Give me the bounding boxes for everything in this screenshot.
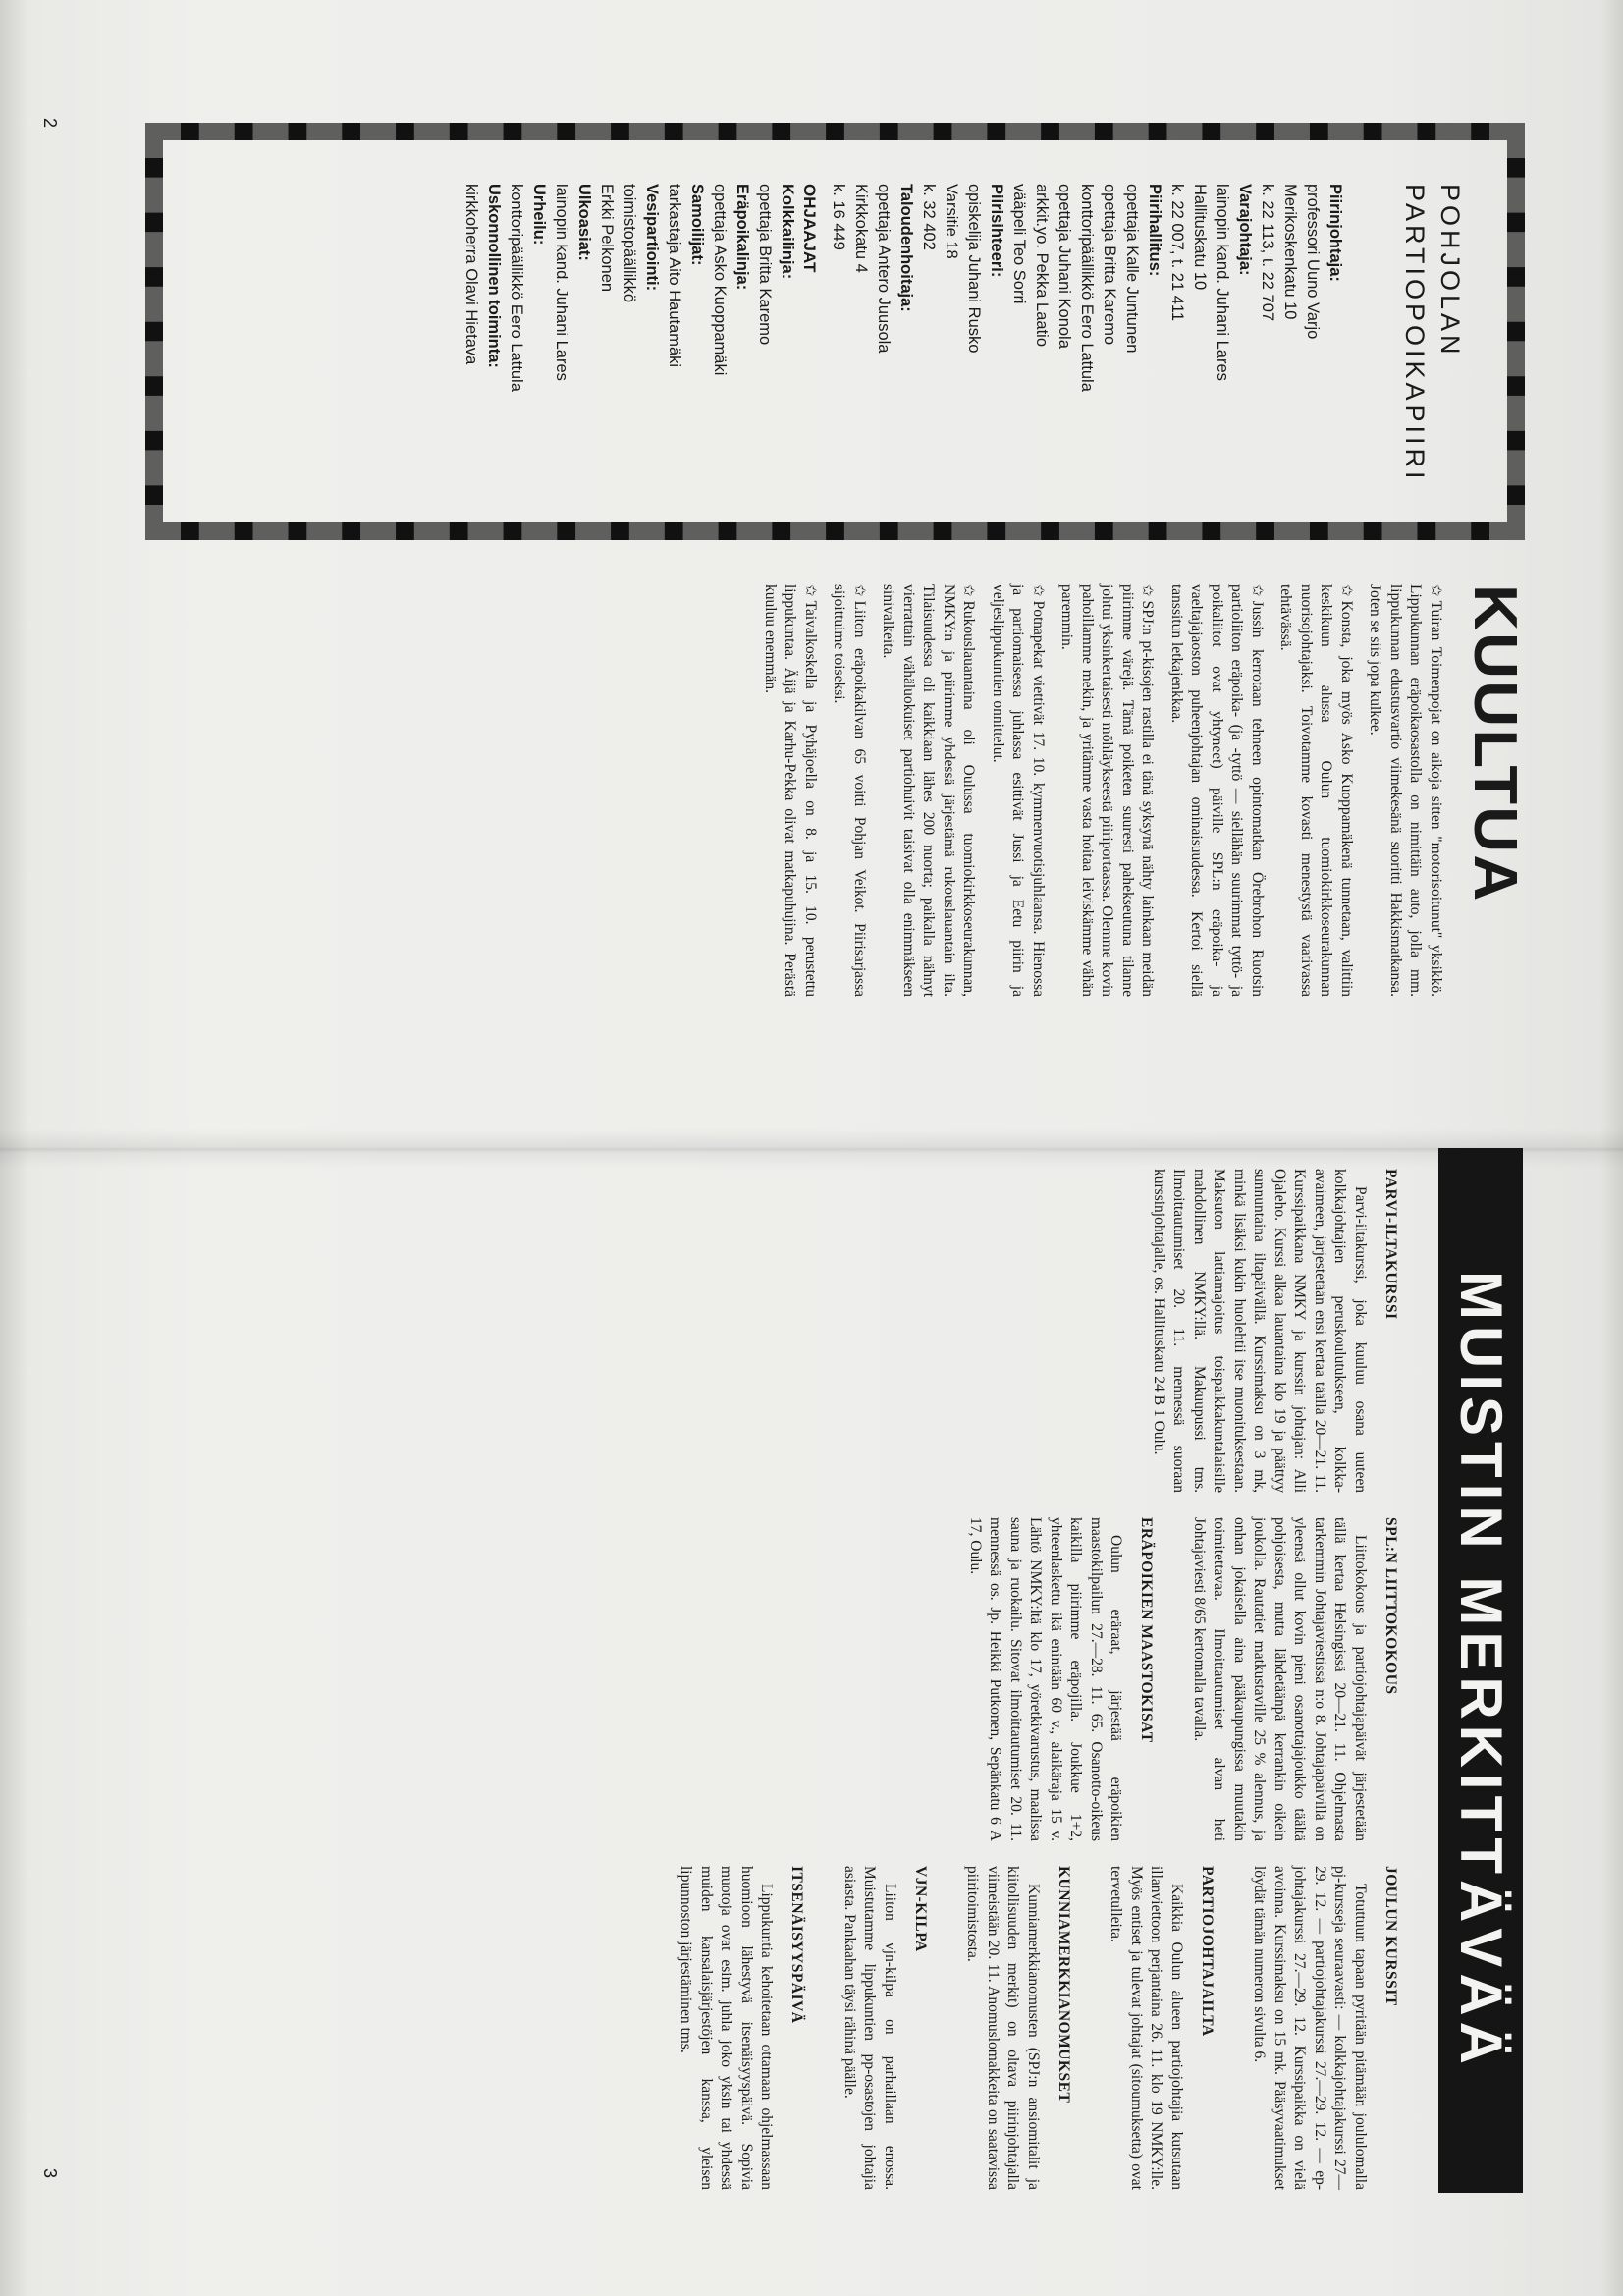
- section-text: Liittokokous ja partiojohtajapäivät järjestetään tällä kertaa Helsingissä 20—21. 11. Ohjelmasta tarkemmin Johtajaviestissä n:o 8. Johtajapäivillä on yleensä ollut kovin pieni osanottajajoukko täältä pohjoisesta, mutta lähdetäänpä kerrankin oikein joukolla. Rautatiet matkustaville 25 % alennus, ja onhan jokaisella aina pääkaupungissa muutakin toimitettavaa. Ilmoittautumiset alvan heti Johtajaviesti 8/65 kertomalla tavalla.: [1191, 1517, 1369, 1841]
- directory-line: konttoripäällikkö Eero Lattula: [1078, 184, 1096, 392]
- star-icon: ✩: [1030, 584, 1048, 597]
- section-text: Lippukuntia kehoitetaan ottamaan ohjelmassaan huomioon lähestyvä itsenäisyyspäivä. Sopivia muotoja ovat esim. juhla joko yksin tai yhdessä muiden kansalaisjärjestöjen kanssa, yleisen lipunnoston järjestäminen tms.: [677, 1866, 776, 2190]
- directory-entry: [827, 184, 917, 479]
- directory-line: konttoripäällikkö Eero Lattula: [508, 184, 525, 392]
- directory-title: [1397, 184, 1468, 483]
- directory-role: Kolkkailinja:: [779, 184, 796, 280]
- section-text: Parvi-iltakurssi, joka kuuluu osana uuteen kolkkajohtajien peruskoulutukseen, kolkka-avaimeen, järjestetään ensi kertaa täällä 20—21. 11. Kurssipaikkana NMKY ja kurssin johtajan: Alli Ojaleho. Kurssi alkaa lauantaina klo 19 ja päättyy sunnuntaina iltapäivällä. Kurssimaksu on 3 mk, minkä lisäksi kukin huolehtii itse muonituksestaan. Maksuton lattiamajoitus toispaikkakuntalaisille mahdollinen NMKY:llä. Makuupussi tms. Ilmoittautumiset 20. 11. mennessä suoraan kurssinjohtajalle, os. Hallituskatu 24 B 1 Oulu.: [1151, 1169, 1369, 1493]
- star-icon: ✩: [802, 584, 820, 597]
- star-icon: ✩: [851, 584, 869, 597]
- directory-line: opiskelija Juhani Rusko: [965, 184, 983, 354]
- star-icon: ✩: [1428, 584, 1445, 597]
- section-text: Oulun eräraat, järjestää eräpoikien maastokilpailun 27.—28. 11. 65. Osanotto-oikeus kaikilla piirimme eräpojilla. Joukkue 1+2, yhteenlaskettu ikä enintään 60 v., alaikäraja 15 v. Lähtö NMKY:ltä klo 17, yöretkivarustus, maalissa sauna ja ruokailu. Sitovat ilmoittautumiset 20. 11. mennessä os. Jp. Heikki Putkonen, Sepänkatu 6 A 17, Oulu.: [967, 1517, 1125, 1841]
- section-title: KUNNIAMERKKIANOMUKSET: [1055, 1866, 1072, 2104]
- kuultua-item: [1275, 584, 1357, 997]
- directory-line: Merikoskenkatu 10: [1281, 184, 1299, 320]
- directory-role: Vesipartiointi:: [643, 184, 661, 292]
- directory-entry: [505, 184, 550, 479]
- directory-section-heading: OHJAAJAT: [800, 184, 819, 273]
- directory-line: kirkkoherra Olavi Hietava: [462, 184, 480, 365]
- star-icon: ✩: [1249, 584, 1267, 597]
- directory-line: opettaja Britta Karemo: [756, 184, 774, 346]
- kuultua-item-text: Rukouslauantaina oli Oulussa tuomiokirkkoseurakunnan, NMKY:n ja piirimme yhdessä järjestämä rukouslauantain ilta. Tilaisuudessa oli kaikkiaan lähes 200 nuorta; paikalla nähnyt vierrattain vähäluokuiset partiohuivit taisivat olla enimmäkseen sinivalkeita.: [880, 584, 978, 997]
- directory-line: opettaja Kalle Juntunen: [1123, 184, 1141, 354]
- directory-role: Varajohtaja:: [1236, 184, 1254, 276]
- section-title: PARTIOJOHTAJAILTA: [1199, 1866, 1216, 2037]
- directory-line: opettaja Asko Kuoppamäki: [711, 184, 729, 376]
- kuultua-item: [1056, 584, 1159, 997]
- directory-role: Piirihallitus:: [1146, 184, 1163, 277]
- directory-line: Erkki Pelkonen: [598, 184, 616, 293]
- kuultua-item-text: Konsta, joka myös Asko Kuoppamäkenä tunnetaan, valittiin keskikuun alussa Oulun tuomiokirkkoseurakunnan nuorisojohtajaksi. Toivotamme kovasti menestystä vaativassa tehtävässä.: [1277, 584, 1355, 997]
- kuultua-item: [829, 584, 870, 997]
- directory-title-line1: POHJOLAN: [1435, 184, 1465, 358]
- kuultua-item-text: SPJ:n pt-kisojen rastilla ei tänä syksynä nähty lainkaan meidän piirimme värejä. Tämä poiketen suuresti pahekseutuna tilanne johtui yksinkertaisesti möhläykseestä piiriportaassa. Olemme kovin pahoillamme mekin, ja yritämme vasta hoitaa leiviskämme vähän paremmin.: [1058, 584, 1157, 997]
- page-number-left: 2: [40, 118, 60, 129]
- directory-line: lainopin kand. Juhani Lares: [1214, 184, 1231, 381]
- directory-entry: [708, 184, 753, 479]
- kuultua-item-text: Liiton eräpoikakilvan 65 voitti Pohjan Veikot. Piirisarjassa sijoittuime toiseksi.: [831, 584, 868, 997]
- directory-role: Uskonnollinen toiminta:: [485, 184, 503, 368]
- directory-entry: [595, 184, 663, 479]
- directory-line: k. 16 449: [830, 184, 847, 250]
- page-number-right: 3: [40, 2167, 60, 2178]
- kuultua-item: [760, 584, 822, 997]
- directory-entries: [827, 184, 1346, 479]
- section-title: ERÄPOIKIEN MAASTOKISAT: [1138, 1517, 1156, 1743]
- directory-line: vääpeli Teo Sorri: [1010, 184, 1028, 304]
- kuultua-heading: KUULTUA: [1461, 584, 1529, 903]
- directory-entry: [1165, 184, 1256, 479]
- directory-line: opettaja Britta Karemo: [1101, 184, 1118, 346]
- section-text: Totuttuun tapaan pyritään pitämään joululomalla pj-kursseja seuraavasti: — kolkkajohtajakurssi 27—29. 12. — partiojohtajakurssi 27.—29. 12. — ep-johtajakurssi 27.—29. 12. Kurssipaikka on vielä avoinna. Kurssimaksu on 15 mk. Pääsyvaatimukset löydät tämän numeron sivulta 6.: [1251, 1866, 1369, 2190]
- kuultua-item: [1365, 584, 1446, 997]
- directory-role: Eräpoikalinja:: [733, 184, 751, 291]
- directory-entry: [550, 184, 595, 479]
- muistin-heading: MUISTIN MERKITTÄVÄÄ: [1448, 1271, 1514, 2070]
- directory-role: Piirisihteeri:: [988, 184, 1005, 278]
- district-directory-box: [145, 123, 1525, 540]
- star-icon: ✩: [1139, 584, 1158, 597]
- directory-entry: [460, 184, 505, 479]
- directory-entries-instructors: [460, 184, 798, 479]
- directory-entry: [753, 184, 798, 479]
- directory-role: Samoilijat:: [688, 184, 706, 266]
- directory-line: k. 22 113, t. 22 707: [1259, 184, 1276, 322]
- directory-role: Urheilu:: [530, 184, 548, 246]
- kuultua-item: [1166, 584, 1269, 997]
- directory-role: Ulkoasiat:: [575, 184, 593, 261]
- directory-role: Taloudenhoitaja:: [897, 184, 915, 312]
- section-text: Liiton vjn-kilpa on parhaillaan enossa. Muistutamme lippukuntien pp-osastojen johtajia asiasta. Pankaahan täysi rähinä päälle.: [841, 1866, 898, 2190]
- section-title: SPL:N LIITTOKOKOUS: [1382, 1517, 1399, 1695]
- directory-line: arkkit.yo. Pekka Laatio: [1033, 184, 1051, 347]
- section-title: JOULUN KURSSIT: [1382, 1866, 1399, 2006]
- directory-entry: [1007, 184, 1165, 479]
- muistin-column-2: [932, 1517, 1400, 1841]
- kuultua-item-text: Tuiran Toimenpojat on aikoja sitten "motorisoitunut" yksikkö. Lippukunnan eräpoikaosastolla on nimittäin auto, jolla mm. lippukunnan edustusvartio viimekesänä suoritti Hakkismatkansa. Joten se siis jopa kulkee.: [1367, 584, 1444, 997]
- directory-line: k. 32 402: [920, 184, 938, 250]
- directory-line: k. 22 007, t. 21 411: [1168, 184, 1186, 322]
- star-icon: ✩: [960, 584, 979, 597]
- kuultua-item-text: Potnapekat viettivät 17. 10. kymmenvuotisjuhlaansa. Hienossa ja partiomaisessa juhlassa esittivät Jussi ja Eetu piirin ja veljeslippukuntien onnittelut.: [990, 584, 1047, 997]
- directory-line: tarkastaja Aito Hautamäki: [666, 184, 683, 368]
- directory-entry: [917, 184, 1007, 479]
- section-title: PARVI-ILTAKURSSI: [1382, 1169, 1399, 1320]
- directory-line: Varsitie 18: [943, 184, 960, 259]
- directory-line: Hallituskatu 10: [1191, 184, 1209, 291]
- section-title: ITSENÄISYYSPÄIVÄ: [788, 1866, 806, 2024]
- section-text: Kunniamerkkianomusten (SPJ:n ansiomitalit ja kiitollisuuden merkit) on oltava piirinjohtajalla viimeistään 20. 11. Anomuslomakkeita on saatavissa piiritoimistosta.: [964, 1866, 1042, 2190]
- directory-line: professori Uuno Varjo: [1304, 184, 1322, 340]
- section-title: VJN-KILPA: [912, 1866, 929, 1952]
- directory-entry: [1256, 184, 1346, 479]
- directory-line: opettaja Antero Juusola: [875, 184, 893, 354]
- star-icon: ✩: [1338, 584, 1356, 597]
- kuultua-column: [752, 584, 1529, 997]
- directory-role: Piirinjohtaja:: [1326, 184, 1344, 282]
- directory-entry: [663, 184, 708, 479]
- kuultua-item: [988, 584, 1050, 997]
- kuultua-item-text: Jussin kerrotaan tehneen opintomatkan Örebrohon Ruotsin partioliiton eräpoika- (ja -tyttö — siellähän suurimmat tyttö- ja poikaliitot ovat yhtyneet) päiville SPL:n eräpoika- ja vaeltajajaoston puheenjohtajan ominaisuudessa. Kertoi siellä tanssitun letkajenkkaa.: [1168, 584, 1266, 997]
- section-text: Kaikkia Oulun alueen partiojohtajia kutsutaan illanviettoon perjantaina 26. 11. klo 19 NMKY:lle. Myös entiset ja tulevat johtajat (sitoumuksetta) ovat tervetulleita.: [1108, 1866, 1185, 2190]
- directory-line: opettaja Juhani Konola: [1055, 184, 1073, 349]
- directory-line: Kirkkokatu 4: [852, 184, 870, 273]
- directory-line: toimistopäällikkö: [621, 184, 638, 303]
- kuultua-item-text: Taivalkoskella ja Pyhäjoella on 8. ja 15. 10. perustettu lippukuntaa. Äijä ja Karhu-Pekka olivat matkapuhujina. Perästä kuuluu enemmän.: [762, 584, 819, 997]
- kuultua-items: [760, 584, 1447, 997]
- directory-title-line2: PARTIOPOIKAPIIRI: [1400, 184, 1430, 483]
- kuultua-item: [878, 584, 980, 997]
- directory-line: lainopin kand. Juhani Lares: [553, 184, 570, 381]
